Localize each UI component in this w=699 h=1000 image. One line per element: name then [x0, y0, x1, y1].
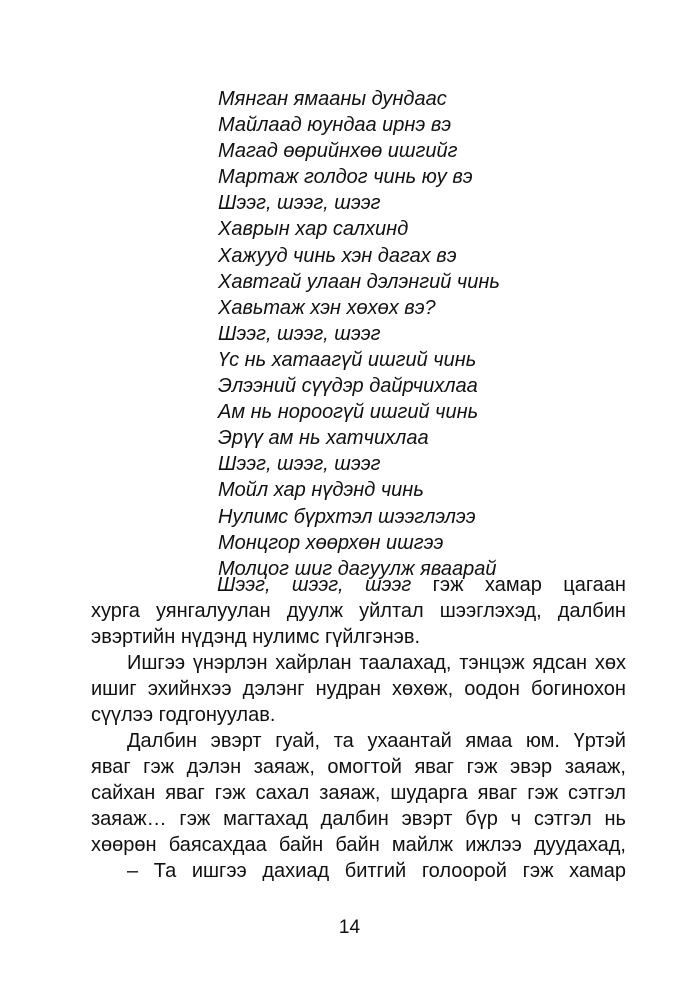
word: нь [604, 808, 626, 830]
word: хурга [91, 600, 140, 622]
poem-line: Молцог шиг дагуулж яваарай [218, 557, 497, 580]
word: далбин [320, 808, 389, 830]
poem-line: Эрүү ам нь хатчихлаа [218, 427, 429, 450]
poem-line: Хажууд чинь хэн дагах вэ [218, 244, 457, 267]
paragraph-3-line-2 [91, 754, 626, 780]
word: Шээг, [217, 574, 271, 596]
word: ухаантай [367, 730, 452, 752]
word: эвэрт [210, 730, 262, 752]
word: ядсан [532, 652, 588, 674]
word: нудран [315, 678, 381, 700]
word: голоорой [421, 860, 507, 882]
word: гэж [179, 808, 211, 830]
word: бүр [465, 808, 498, 830]
word: заяаж, [253, 756, 315, 778]
word: сахал [255, 782, 310, 804]
word: Далбин [127, 730, 198, 752]
poem-refrain: Шээг, шээг, шээг [218, 192, 381, 215]
poem-line: Мянган ямааны дундаас [218, 88, 447, 110]
word: гуай, [275, 730, 321, 752]
poem-line: Майлаад юундаа ирнэ вэ [218, 114, 452, 137]
word: ижлээ [465, 834, 522, 856]
poem-line: Монцгор хөөрхөн ишгээ [218, 531, 444, 554]
word: гэж [527, 782, 559, 804]
word: хөхөж, [392, 678, 454, 700]
word: юм. [525, 730, 560, 752]
word: гэж [214, 782, 246, 804]
word: дуудахад, [534, 834, 626, 856]
poem-line: Магад өөрийнхөө ишгийг [218, 140, 458, 163]
poem-line: Мартаж голдог чинь юу вэ [218, 166, 473, 189]
word: ямаа [465, 730, 513, 752]
word: заяаж, [564, 756, 626, 778]
word: ишиг [91, 678, 137, 700]
word: гэж [432, 574, 464, 596]
word: шээг [365, 574, 412, 596]
word: яваг [414, 756, 455, 778]
word: сэтгэл [568, 782, 626, 804]
paragraph-4-line-1 [91, 858, 626, 884]
poem-refrain: Шээг, шээг, шээг [218, 322, 381, 345]
word: байн [278, 834, 324, 856]
paragraph-3-line-4 [91, 806, 626, 832]
poem-line: Үс нь хатаагүй ишгий чинь [218, 348, 477, 371]
word: цагаан [563, 574, 626, 596]
word: баясахдаа [168, 834, 267, 856]
paragraph-3-line-5 [91, 832, 626, 858]
word: хамар [569, 860, 626, 882]
word: уянгалуулан [155, 600, 271, 622]
word: хайрлан [275, 652, 352, 674]
paragraph-1-line-3: эвэртийн нүдэнд нулимс гүйлгэнэв. [91, 626, 421, 648]
word: уйлтал [359, 600, 424, 622]
word: дуулж [286, 600, 344, 622]
paragraph-2-line-2 [91, 676, 626, 702]
word: гэж [143, 756, 175, 778]
paragraph-1-line-1 [91, 572, 626, 598]
poem-line: Ам нь нороогүй ишгий чинь [218, 401, 479, 424]
paragraph-2-line-3: сүүлээ годгонуулав. [91, 704, 276, 726]
word: шударга [390, 782, 468, 804]
word: далбин [557, 600, 626, 622]
word: заяаж… [91, 808, 167, 830]
word: магтахад [223, 808, 308, 830]
word: Ишгээ [127, 652, 186, 674]
word: дэлэн [186, 756, 242, 778]
word: яваг [477, 782, 518, 804]
prose-block [91, 572, 626, 884]
paragraph-3-line-3 [91, 780, 626, 806]
paragraph-1-line-2 [91, 598, 626, 624]
word: тэнцэж [459, 652, 525, 674]
word: эвэр [510, 756, 553, 778]
poem-line: Нулимс бүрхтэл шээглэлээ [218, 505, 476, 528]
word: Үртэй [573, 730, 626, 752]
word: эхийнхээ [147, 678, 232, 700]
word: гэж [522, 860, 554, 882]
poem-line: Хаврын хар салхинд [218, 218, 409, 241]
word: яваг [165, 782, 205, 804]
word: та [333, 730, 354, 752]
word: шээг, [291, 574, 344, 596]
word: ишгээ [191, 860, 247, 882]
word: майлж [391, 834, 454, 856]
word: хамар [484, 574, 542, 596]
paragraph-2-line-1 [91, 650, 626, 676]
word: – [127, 860, 139, 882]
word: хөөрөн [91, 834, 157, 856]
word: заяаж, [319, 782, 381, 804]
poem-block [218, 86, 638, 582]
poem-line: Хавьтаж хэн хөхөх вэ? [218, 296, 436, 319]
word: богинохон [531, 678, 626, 700]
word: омогтой [327, 756, 402, 778]
word: шээглэхэд, [439, 600, 542, 622]
word: сайхан [91, 782, 156, 804]
word: дэлэнг [242, 678, 305, 700]
poem-refrain: Шээг, шээг, шээг [218, 453, 381, 476]
poem-line: Хавтгай улаан дэлэнгий чинь [218, 270, 500, 293]
paragraph-3-line-1 [91, 728, 626, 754]
word: Та [153, 860, 177, 882]
word: ч [510, 808, 522, 830]
word: гэж [466, 756, 498, 778]
word: таалахад, [359, 652, 452, 674]
word: яваг [91, 756, 131, 778]
poem-line: Мойл хар нүдэнд чинь [218, 479, 424, 502]
word: оодон [464, 678, 520, 700]
poem-line: Элээний сүүдэр дайрчихлаа [218, 375, 478, 398]
page-number: 14 [338, 917, 361, 938]
word: хөх [594, 652, 626, 674]
word: үнэрлэн [192, 652, 268, 674]
word: байн [335, 834, 380, 856]
word: эвэрт [401, 808, 453, 830]
word: сэтгэл [533, 808, 592, 830]
word: битгий [344, 860, 407, 882]
word: дахиад [262, 860, 330, 882]
